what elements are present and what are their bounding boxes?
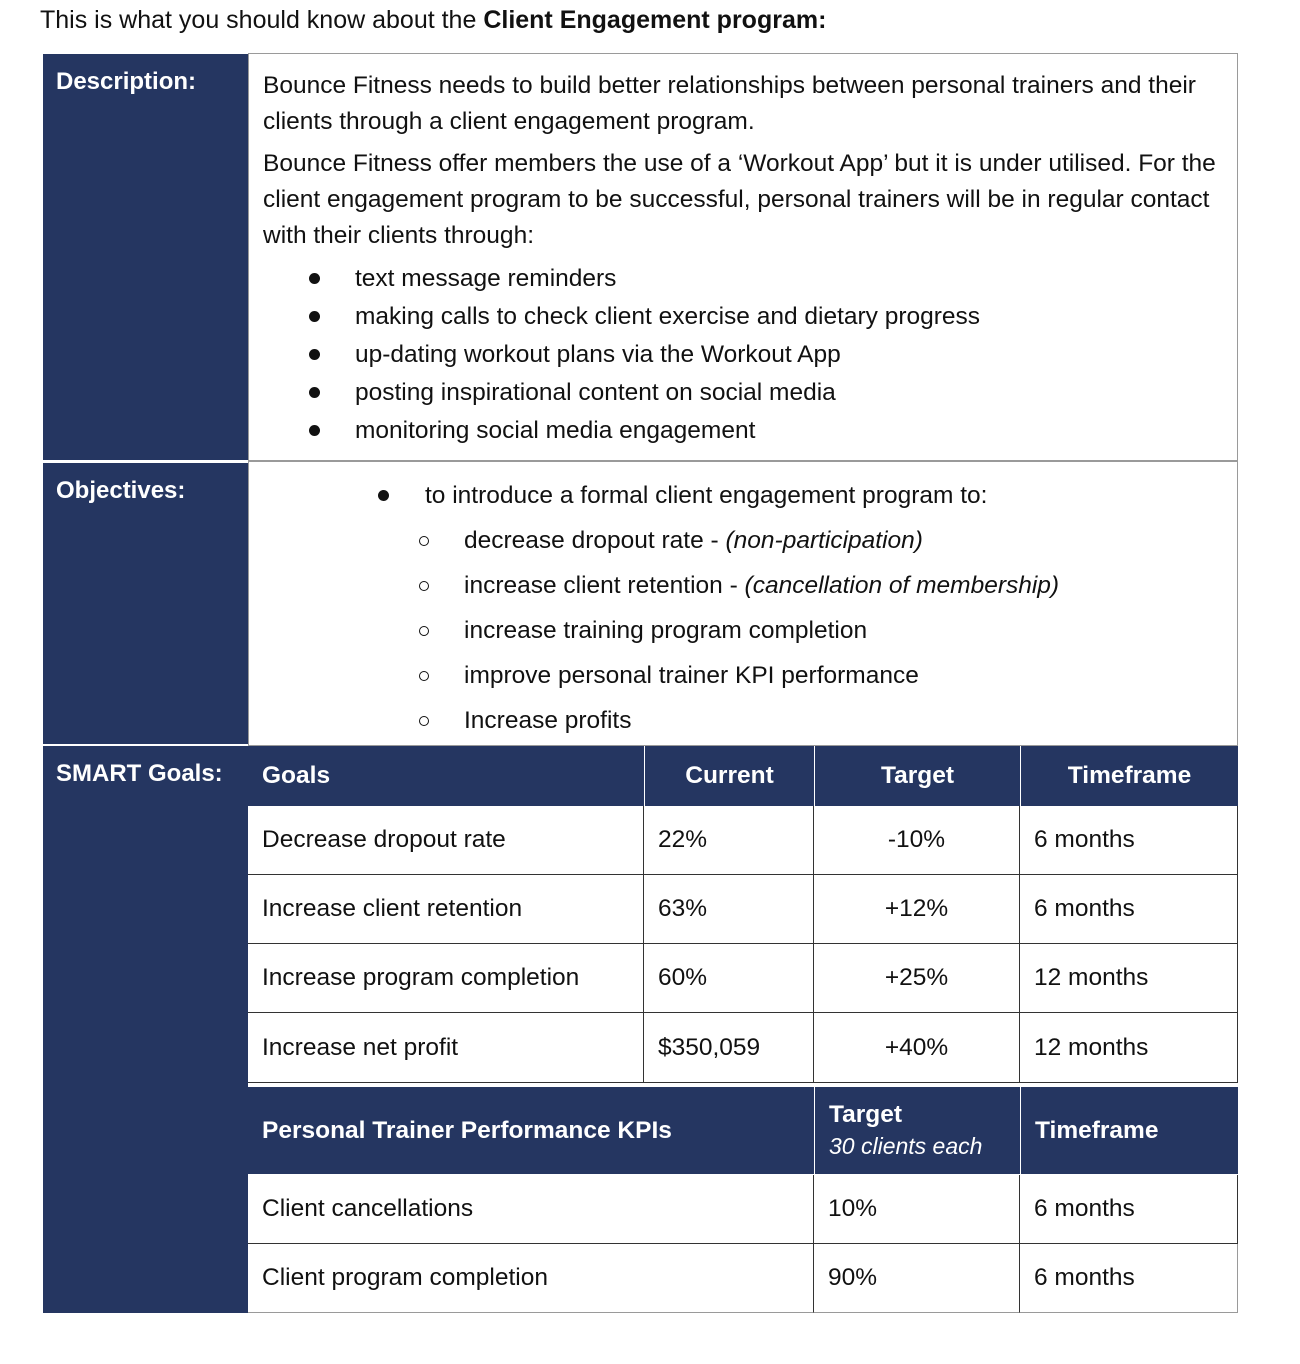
current-cell: 63% [644, 875, 814, 944]
kpi-timeframe-cell: 6 months [1020, 1244, 1238, 1313]
goal-cell: Increase net profit [248, 1013, 644, 1083]
description-bullets [263, 260, 1217, 450]
list-item: posting inspirational content on social media [263, 374, 1217, 412]
goal-cell: Increase program completion [248, 944, 644, 1013]
kpi-cell: Client cancellations [248, 1175, 814, 1244]
goal-cell: Decrease dropout rate [248, 806, 644, 875]
kpi-target-cell: 10% [814, 1175, 1020, 1244]
list-item: decrease dropout rate - (non-participation) [249, 518, 1237, 563]
smart-goals-label: SMART Goals: [43, 746, 248, 1313]
list-item: making calls to check client exercise and dietary progress [263, 298, 1217, 336]
goals-header: Goals [248, 746, 644, 806]
target-header: Target [814, 746, 1020, 806]
timeframe-cell: 6 months [1020, 875, 1238, 944]
description-para-2: Bounce Fitness offer members the use of a ‘Workout App’ but it is under utilised. For the client engagement program to be successful, personal trainers will be in regular contact with their clients through: [263, 150, 1216, 249]
description-para-1: Bounce Fitness needs to build better relationships between personal trainers and their clients through a client engagement program. [263, 72, 1196, 135]
target-cell: +40% [814, 1013, 1020, 1083]
objectives-label: Objectives: [43, 463, 248, 744]
intro-bold: Client Engagement program: [483, 6, 827, 34]
description-label: Description: [43, 54, 248, 460]
kpi-timeframe-cell: 6 months [1020, 1175, 1238, 1244]
kpi-target-label: Target [829, 1101, 903, 1128]
kpi-cell: Client program completion [248, 1244, 814, 1313]
list-item: increase training program completion [249, 608, 1237, 653]
current-header: Current [644, 746, 814, 806]
objectives-content [248, 461, 1238, 746]
list-item: up-dating workout plans via the Workout App [263, 336, 1217, 374]
intro-prefix: This is what you should know about the [40, 6, 484, 34]
current-cell: $350,059 [644, 1013, 814, 1083]
target-cell: +25% [814, 944, 1020, 1013]
list-item: increase client retention - (cancellation of membership) [249, 563, 1237, 608]
timeframe-cell: 12 months [1020, 1013, 1238, 1083]
target-cell: +12% [814, 875, 1020, 944]
timeframe-header: Timeframe [1020, 746, 1238, 806]
kpi-timeframe-header: Timeframe [1020, 1087, 1238, 1174]
goal-cell: Increase client retention [248, 875, 644, 944]
target-cell: -10% [814, 806, 1020, 875]
list-item: text message reminders [263, 260, 1217, 298]
kpi-target-cell: 90% [814, 1244, 1020, 1313]
objectives-main: to introduce a formal client engagement program to: [249, 476, 1237, 516]
current-cell: 22% [644, 806, 814, 875]
list-item: monitoring social media engagement [263, 412, 1217, 450]
intro-line [40, 4, 826, 36]
timeframe-cell: 12 months [1020, 944, 1238, 1013]
list-item: Increase profits [249, 698, 1237, 743]
list-item: improve personal trainer KPI performance [249, 653, 1237, 698]
kpi-target-header [814, 1087, 1020, 1174]
objectives-list [249, 518, 1237, 743]
timeframe-cell: 6 months [1020, 806, 1238, 875]
kpi-target-sub: 30 clients each [829, 1133, 983, 1159]
current-cell: 60% [644, 944, 814, 1013]
kpi-title-header: Personal Trainer Performance KPIs [248, 1087, 814, 1174]
description-content [248, 53, 1238, 461]
